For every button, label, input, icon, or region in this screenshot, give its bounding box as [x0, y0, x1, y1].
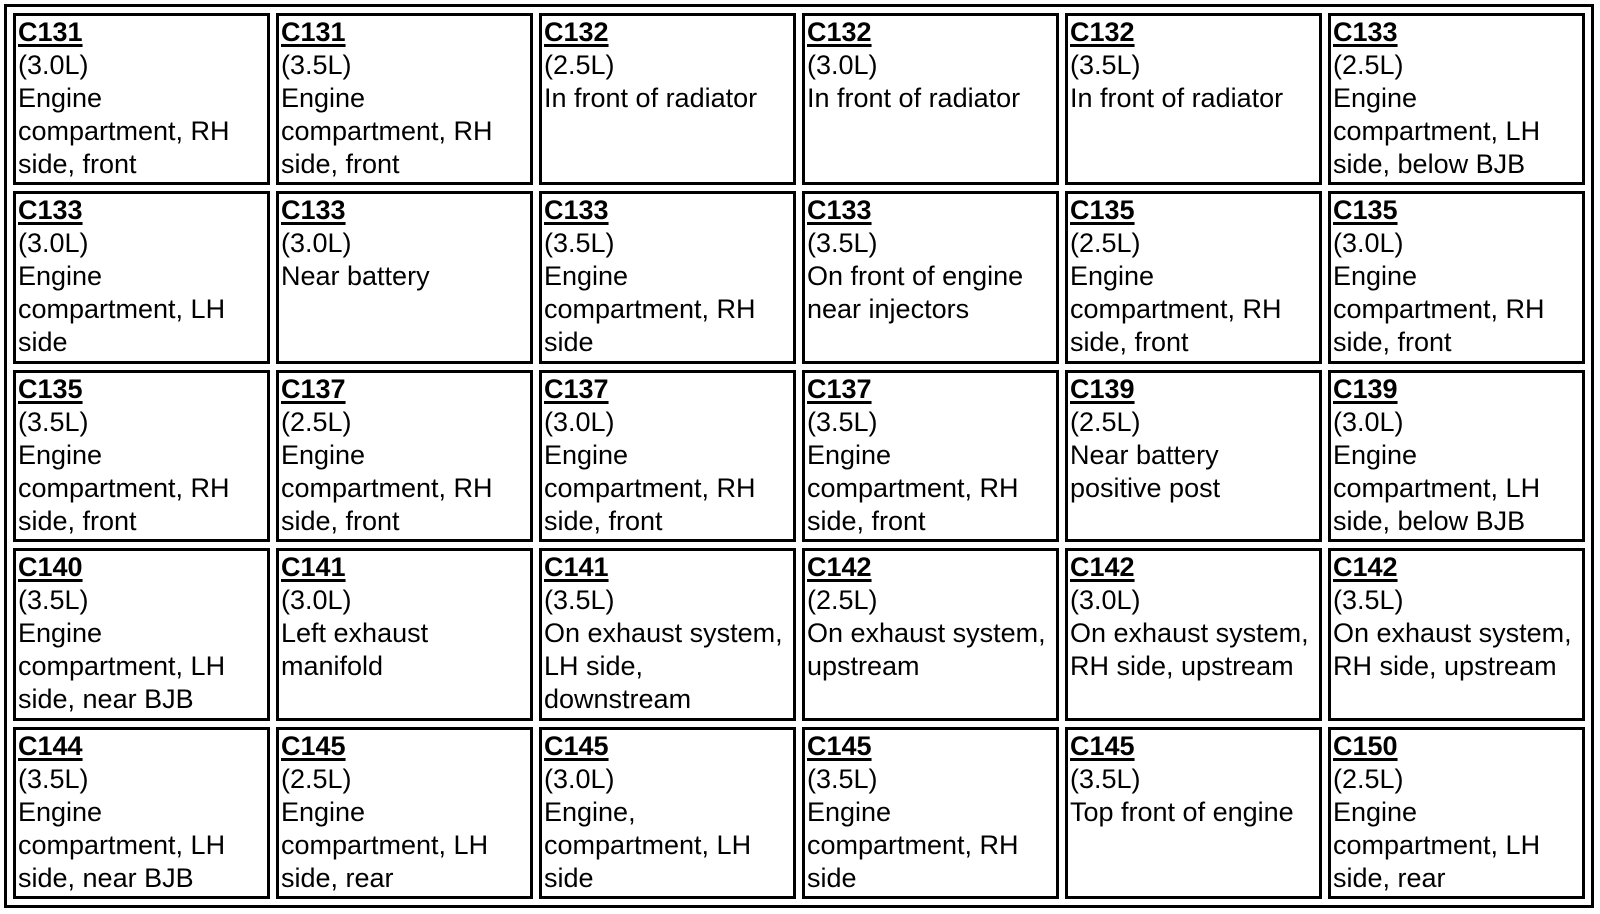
connector-cell [13, 548, 270, 720]
connector-cell [13, 370, 270, 542]
connector-location: Engine compartment, RH side, front [281, 439, 493, 536]
connector-cell [1065, 370, 1322, 542]
connector-code: C137 [807, 373, 872, 404]
engine-variant: (3.5L) [807, 228, 878, 259]
engine-variant: (2.5L) [544, 50, 615, 80]
engine-variant: (2.5L) [1333, 763, 1404, 794]
connector-code: C133 [281, 195, 346, 226]
connector-cell [276, 191, 533, 363]
connector-cell [539, 727, 796, 899]
connector-cell [802, 370, 1059, 542]
connector-cell [802, 191, 1059, 363]
connector-cell [13, 13, 270, 185]
connector-code: C133 [18, 195, 83, 226]
connector-location: In front of radiator [807, 83, 1021, 113]
connector-cell [1328, 13, 1585, 185]
connector-location: Engine, compartment, LH side [544, 796, 752, 893]
connector-cell [1065, 191, 1322, 363]
engine-variant: (2.5L) [1070, 228, 1141, 259]
connector-location: On exhaust system, upstream [807, 618, 1046, 682]
connector-location: Near battery positive post [1070, 439, 1221, 503]
table-row [13, 548, 1585, 720]
connector-location: Top front of engine [1070, 796, 1294, 827]
engine-variant: (3.0L) [281, 228, 352, 259]
connector-cell [539, 13, 796, 185]
connector-location: Engine compartment, RH side, front [1070, 261, 1282, 358]
table-row [13, 727, 1585, 899]
connector-cell [1065, 13, 1322, 185]
connector-location: Engine compartment, RH side [807, 796, 1019, 893]
engine-variant: (3.5L) [807, 763, 878, 794]
connector-location: On exhaust system, LH side, downstream [544, 618, 783, 715]
engine-variant: (3.0L) [1333, 406, 1404, 437]
engine-variant: (3.5L) [807, 406, 878, 437]
connector-location-table [4, 4, 1594, 908]
connector-location: Engine compartment, LH side, rear [1333, 796, 1541, 893]
connector-code: C150 [1333, 730, 1398, 761]
connector-code: C135 [18, 373, 83, 404]
engine-variant: (3.0L) [18, 50, 89, 80]
connector-code: C142 [1333, 552, 1398, 583]
connector-cell [1328, 370, 1585, 542]
connector-code: C131 [18, 17, 83, 47]
connector-cell [1328, 191, 1585, 363]
engine-variant: (2.5L) [281, 406, 352, 437]
engine-variant: (3.5L) [18, 763, 89, 794]
engine-variant: (3.0L) [544, 763, 615, 794]
connector-code: C135 [1333, 195, 1398, 226]
engine-variant: (2.5L) [281, 763, 352, 794]
connector-code: C132 [544, 17, 609, 47]
connector-location: On exhaust system, RH side, upstream [1070, 618, 1309, 682]
connector-location: On exhaust system, RH side, upstream [1333, 618, 1572, 682]
engine-variant: (3.5L) [544, 228, 615, 259]
table-row [13, 191, 1585, 363]
table-row [13, 370, 1585, 542]
table-row [13, 13, 1585, 185]
connector-cell [539, 370, 796, 542]
connector-location: Engine compartment, RH side [544, 261, 756, 358]
engine-variant: (2.5L) [1070, 406, 1141, 437]
connector-code: C137 [281, 373, 346, 404]
connector-code: C140 [18, 552, 83, 583]
connector-code: C133 [1333, 17, 1398, 47]
connector-location: In front of radiator [544, 83, 758, 113]
connector-location: Near battery [281, 261, 430, 292]
connector-location: Engine compartment, LH side, below BJB [1333, 83, 1541, 179]
connector-location: Engine compartment, RH side, front [18, 83, 230, 179]
engine-variant: (3.0L) [544, 406, 615, 437]
connector-code: C142 [1070, 552, 1135, 583]
engine-variant: (3.0L) [18, 228, 89, 259]
connector-code: C145 [281, 730, 346, 761]
connector-code: C133 [807, 195, 872, 226]
connector-cell [276, 13, 533, 185]
connector-code: C137 [544, 373, 609, 404]
engine-variant: (3.0L) [1333, 228, 1404, 259]
connector-location: Engine compartment, RH side, front [807, 439, 1019, 536]
connector-location: Left exhaust manifold [281, 618, 429, 682]
engine-variant: (3.0L) [807, 50, 878, 80]
engine-variant: (3.5L) [18, 585, 89, 616]
connector-cell [802, 13, 1059, 185]
connector-location: On front of engine near injectors [807, 261, 1024, 325]
connector-code: C133 [544, 195, 609, 226]
engine-variant: (3.5L) [1333, 585, 1404, 616]
connector-location: Engine compartment, RH side, front [544, 439, 756, 536]
connector-code: C132 [807, 17, 872, 47]
connector-cell [1328, 727, 1585, 899]
connector-location: Engine compartment, RH side, front [281, 83, 493, 179]
connector-location: Engine compartment, LH side [18, 261, 226, 358]
connector-code: C141 [281, 552, 346, 583]
connector-location: Engine compartment, RH side, front [18, 439, 230, 536]
engine-variant: (2.5L) [1333, 50, 1404, 80]
engine-variant: (3.5L) [18, 406, 89, 437]
connector-location: Engine compartment, LH side, near BJB [18, 796, 226, 893]
connector-cell [802, 727, 1059, 899]
connector-code: C135 [1070, 195, 1135, 226]
engine-variant: (3.5L) [544, 585, 615, 616]
connector-location: Engine compartment, LH side, below BJB [1333, 439, 1541, 536]
connector-location: Engine compartment, RH side, front [1333, 261, 1545, 358]
connector-cell [13, 727, 270, 899]
engine-variant: (3.5L) [1070, 50, 1141, 80]
connector-cell [276, 548, 533, 720]
engine-variant: (3.0L) [281, 585, 352, 616]
connector-code: C145 [544, 730, 609, 761]
engine-variant: (3.0L) [1070, 585, 1141, 616]
engine-variant: (2.5L) [807, 585, 878, 616]
connector-cell [539, 191, 796, 363]
connector-code: C141 [544, 552, 609, 583]
connector-cell [13, 191, 270, 363]
connector-code: C145 [807, 730, 872, 761]
connector-cell [276, 370, 533, 542]
connector-location: Engine compartment, LH side, near BJB [18, 618, 226, 715]
connector-cell [539, 548, 796, 720]
connector-code: C145 [1070, 730, 1135, 761]
connector-code: C131 [281, 17, 346, 47]
connector-code: C139 [1333, 373, 1398, 404]
engine-variant: (3.5L) [1070, 763, 1141, 794]
connector-cell [802, 548, 1059, 720]
connector-code: C142 [807, 552, 872, 583]
connector-cell [1328, 548, 1585, 720]
connector-code: C132 [1070, 17, 1135, 47]
connector-location: In front of radiator [1070, 83, 1284, 113]
connector-code: C139 [1070, 373, 1135, 404]
connector-cell [1065, 727, 1322, 899]
connector-cell [276, 727, 533, 899]
connector-code: C144 [18, 730, 83, 761]
engine-variant: (3.5L) [281, 50, 352, 80]
connector-location: Engine compartment, LH side, rear [281, 796, 489, 893]
connector-cell [1065, 548, 1322, 720]
